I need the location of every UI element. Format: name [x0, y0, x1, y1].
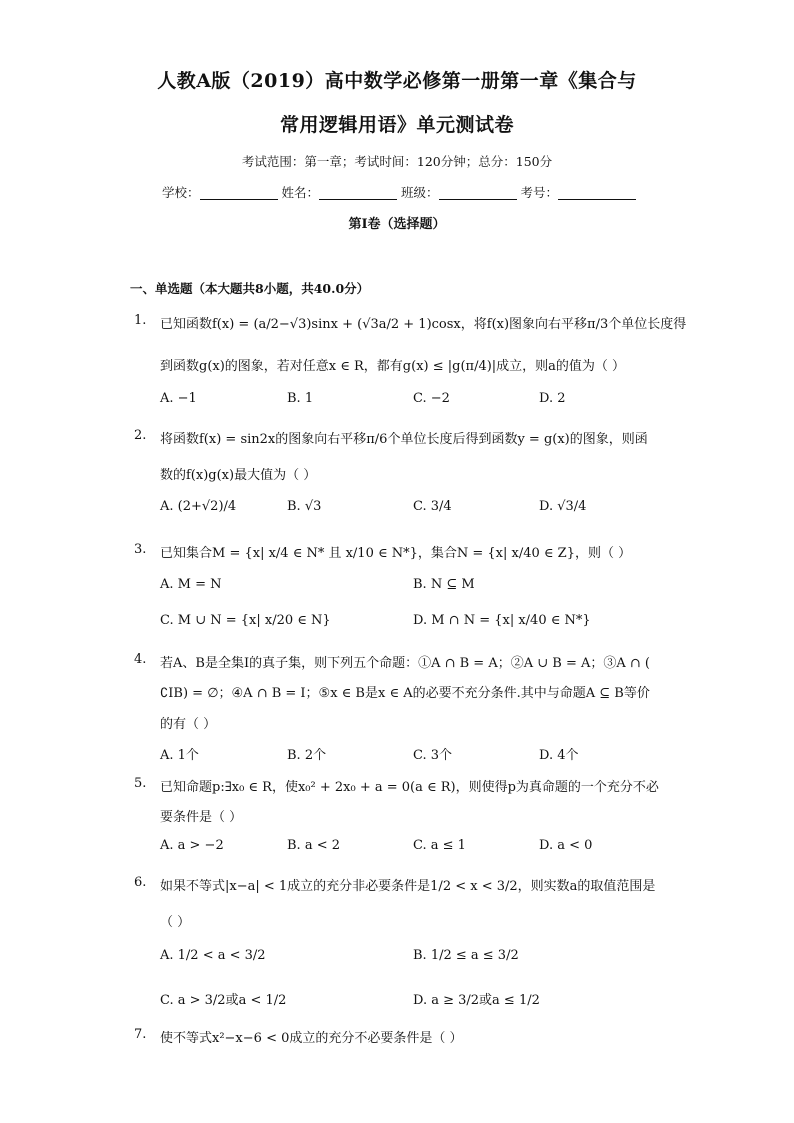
question-6-line-2: （ ） — [160, 915, 191, 930]
option-d: D. 4个 — [539, 748, 579, 763]
option-a: A. 1/2 < a < 3/2 — [160, 948, 266, 963]
question-number: 6. — [134, 875, 147, 890]
volume-heading: 第I卷（选择题） — [348, 217, 446, 232]
question-2-line-2: 数的f(x)g(x)最大值为（ ） — [160, 468, 317, 483]
option-d: D. 2 — [539, 391, 566, 406]
option-d: D. a < 0 — [539, 838, 593, 853]
option-b: B. N ⊆ M — [413, 577, 475, 592]
number-blank[interactable] — [558, 185, 636, 200]
option-b: B. 1/2 ≤ a ≤ 3/2 — [413, 948, 519, 963]
question-number: 4. — [134, 652, 147, 667]
option-c: C. M ∪ N = {x| x/20 ∈ N} — [160, 613, 331, 628]
option-a: A. M = N — [160, 577, 222, 592]
option-b: B. a < 2 — [287, 838, 340, 853]
document-title-line-2: 常用逻辑用语》单元测试卷 — [279, 114, 514, 136]
question-5-line-2: 要条件是（ ） — [160, 810, 243, 825]
question-5-line-1: 已知命题p:∃x₀ ∈ R，使x₀² + 2x₀ + a = 0(a ∈ R)，则使得p为真命题的一个充分不必 — [160, 780, 659, 795]
option-b: B. 1 — [287, 391, 314, 406]
question-4-line-2: ∁IB) = ∅；④A ∩ B = I；⑤x ∈ B是x ∈ A的必要不充分条件.其中与命题A ⊆ B等价 — [160, 686, 650, 701]
student-info-line — [162, 183, 636, 201]
exam-info: 考试范围：第一章；考试时间：120分钟；总分：150分 — [241, 154, 553, 169]
option-c: C. −2 — [413, 391, 450, 406]
name-blank[interactable] — [319, 185, 397, 200]
question-number: 2. — [134, 428, 147, 443]
option-a: A. 1个 — [160, 748, 199, 763]
document-title-line-1: 人教A版（2019）高中数学必修第一册第一章《集合与 — [157, 70, 637, 92]
number-label: 考号： — [520, 185, 559, 200]
option-d: D. √3/4 — [539, 499, 587, 514]
option-c: C. 3个 — [413, 748, 453, 763]
option-c: C. a ≤ 1 — [413, 838, 466, 853]
school-blank[interactable] — [200, 185, 278, 200]
question-number: 7. — [134, 1027, 147, 1042]
class-blank[interactable] — [439, 185, 517, 200]
option-c: C. 3/4 — [413, 499, 452, 514]
option-b: B. √3 — [287, 499, 322, 514]
question-6-line-1: 如果不等式|x−a| < 1成立的充分非必要条件是1/2 < x < 3/2，则实数a的取值范围是 — [160, 879, 656, 894]
question-7-line-1: 使不等式x²−x−6 < 0成立的充分不必要条件是（ ） — [160, 1031, 463, 1046]
question-1-line-1: 已知函数f(x) = (a/2−√3)sinx + (√3a/2 + 1)cosx，将f(x)图象向右平移π/3个单位长度得 — [160, 317, 687, 332]
question-4-line-1: 若A、B是全集I的真子集，则下列五个命题：①A ∩ B = A；②A ∪ B = A；③A ∩ ( — [160, 656, 650, 671]
question-3-line-1: 已知集合M = {x| x/4 ∈ N* 且 x/10 ∈ N*}，集合N = {x| x/40 ∈ Z}，则（ ） — [160, 546, 632, 561]
option-a: A. −1 — [160, 391, 197, 406]
question-number: 3. — [134, 542, 147, 557]
question-2-line-1: 将函数f(x) = sin2x的图象向右平移π/6个单位长度后得到函数y = g(x)的图象，则函 — [160, 432, 648, 447]
question-1-line-2: 到函数g(x)的图象，若对任意x ∈ R，都有g(x) ≤ |g(π/4)|成立，则a的值为（ ） — [160, 359, 626, 374]
option-c: C. a > 3/2或a < 1/2 — [160, 993, 287, 1008]
option-a: A. (2+√2)/4 — [160, 499, 237, 514]
school-label: 学校： — [162, 185, 200, 200]
question-number: 1. — [134, 313, 147, 328]
option-d: D. M ∩ N = {x| x/40 ∈ N*} — [413, 613, 591, 628]
option-b: B. 2个 — [287, 748, 327, 763]
name-label: 姓名： — [281, 185, 320, 200]
question-number: 5. — [134, 776, 147, 791]
option-a: A. a > −2 — [160, 838, 224, 853]
class-label: 班级： — [401, 185, 439, 200]
option-d: D. a ≥ 3/2或a ≤ 1/2 — [413, 993, 540, 1008]
section-heading: 一、单选题（本大题共8小题，共40.0分） — [130, 281, 370, 296]
question-4-line-3: 的有（ ） — [160, 717, 217, 732]
